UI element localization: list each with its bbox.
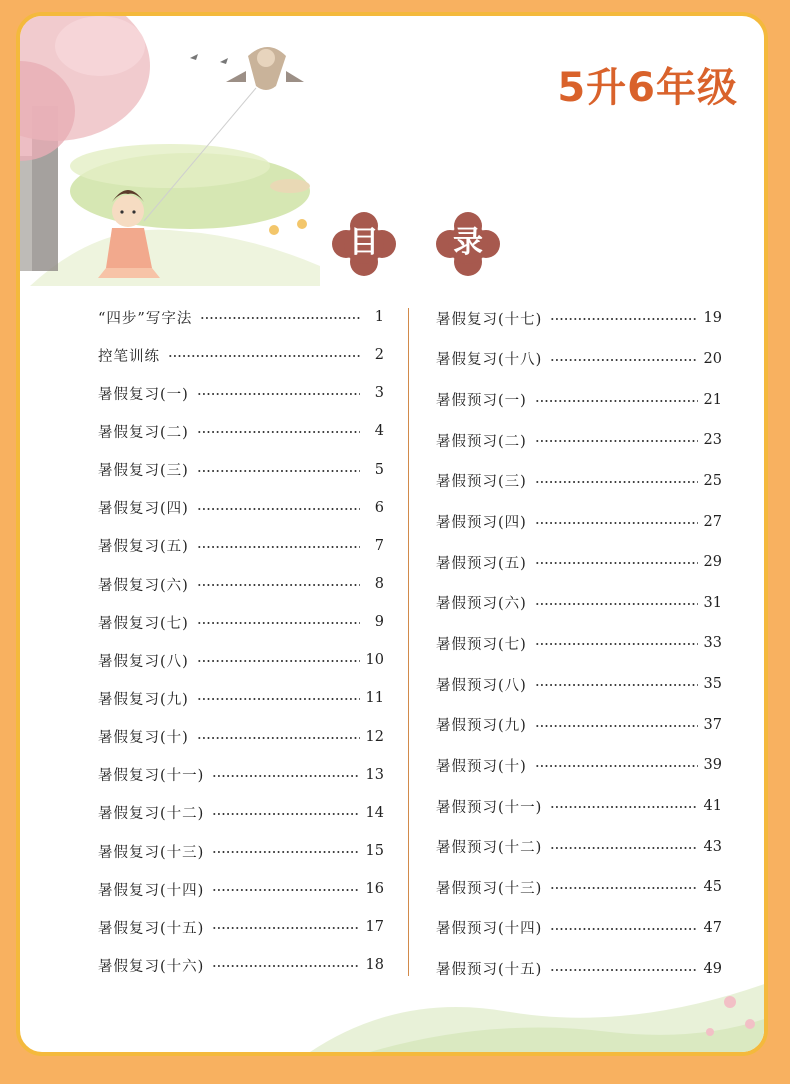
toc-entry-page: 14 [365, 804, 384, 821]
toc-entry-title: 控笔训练 [98, 348, 160, 365]
toc-entry[interactable] [98, 794, 384, 832]
toc-entry-title: 暑假复习(十一) [98, 768, 205, 785]
toc-entry[interactable] [436, 664, 722, 705]
toc-entry-page: 7 [374, 537, 384, 554]
dot-leader [197, 698, 360, 700]
toc-entry[interactable] [98, 336, 384, 374]
toc-entry-title: 暑假复习(十二) [98, 806, 205, 823]
toc-entry-page: 13 [365, 766, 384, 783]
toc-entry-page: 45 [703, 879, 722, 896]
heading-char-1: 目 [349, 225, 379, 260]
dot-leader [535, 440, 698, 442]
toc-entry[interactable] [436, 908, 722, 949]
toc-entry-page: 18 [365, 957, 384, 974]
toc-entry-title: 暑假复习(九) [98, 691, 189, 708]
toc-entry-page: 2 [374, 347, 384, 364]
heading-badge-2 [436, 212, 500, 276]
toc-entry-title: 暑假复习(八) [98, 653, 189, 670]
toc-right-column [436, 298, 722, 989]
dot-leader [550, 806, 697, 808]
toc-entry-page: 21 [703, 391, 722, 408]
dot-leader [550, 928, 697, 930]
toc-entry-title: 暑假复习(十八) [436, 352, 543, 369]
dot-leader [212, 927, 359, 929]
dot-leader [550, 887, 697, 889]
toc-entry-title: 暑假预习(二) [436, 433, 527, 450]
toc-entry[interactable] [436, 582, 722, 623]
toc-entry-page: 15 [365, 843, 384, 860]
toc-entry-title: 暑假复习(十四) [98, 882, 205, 899]
toc-entry-page: 49 [703, 960, 722, 977]
toc-entry[interactable] [98, 908, 384, 946]
dot-leader [535, 684, 698, 686]
toc-entry-title: 暑假预习(十一) [436, 799, 543, 816]
toc-entry-title: 暑假复习(十) [98, 730, 189, 747]
toc-entry-title: 暑假复习(六) [98, 577, 189, 594]
toc-entry[interactable] [436, 379, 722, 420]
toc-entry[interactable] [98, 489, 384, 527]
toc-entry-title: 暑假复习(七) [98, 615, 189, 632]
toc-entry[interactable] [98, 374, 384, 412]
toc-entry-page: 16 [365, 881, 384, 898]
toc-entry-page: 23 [703, 432, 722, 449]
dot-leader [200, 317, 360, 319]
toc-entry[interactable] [98, 718, 384, 756]
toc-entry-title: 暑假预习(十三) [436, 880, 543, 897]
dot-leader [197, 622, 360, 624]
toc-entry-page: 4 [374, 423, 384, 440]
toc-entry-page: 8 [374, 576, 384, 593]
dot-leader [212, 813, 359, 815]
toc-entry-page: 43 [703, 838, 722, 855]
toc-entry-page: 29 [703, 554, 722, 571]
toc-entry-title: 暑假复习(十五) [98, 920, 205, 937]
toc-entry[interactable] [436, 339, 722, 380]
dot-leader [535, 562, 698, 564]
toc-entry-page: 12 [365, 728, 384, 745]
toc-entry-page: 20 [703, 350, 722, 367]
toc-entry-title: 暑假预习(十二) [436, 840, 543, 857]
toc-entry[interactable] [98, 603, 384, 641]
toc-entry[interactable] [98, 412, 384, 450]
bottom-landscape-decoration [310, 962, 768, 1052]
toc-entry-title: 暑假复习(十七) [436, 311, 543, 328]
dot-leader [197, 470, 360, 472]
toc-entry-page: 31 [703, 594, 722, 611]
toc-entry[interactable] [436, 623, 722, 664]
toc-entry-page: 27 [703, 513, 722, 530]
toc-entry[interactable] [436, 298, 722, 339]
toc-entry-page: 10 [365, 652, 384, 669]
toc-entry-page: 5 [374, 461, 384, 478]
toc-entry[interactable] [98, 756, 384, 794]
dot-leader [168, 355, 360, 357]
grade-title: 5升6年级 [557, 65, 738, 111]
toc-entry[interactable] [98, 679, 384, 717]
toc-entry[interactable] [98, 870, 384, 908]
toc-entry-title: 暑假复习(四) [98, 501, 189, 518]
dot-leader [550, 847, 697, 849]
dot-leader [212, 775, 359, 777]
toc-entry-title: 暑假预习(十四) [436, 921, 543, 938]
toc-entry-title: 暑假预习(三) [436, 474, 527, 491]
toc-entry-title: “四步”写字法 [98, 310, 193, 327]
heading-badge-1 [332, 212, 396, 276]
dot-leader [197, 584, 360, 586]
toc-entry-title: 暑假复习(一) [98, 386, 189, 403]
dot-leader [535, 643, 698, 645]
toc-entry[interactable] [436, 786, 722, 827]
toc-entry-title: 暑假复习(三) [98, 463, 189, 480]
toc-entry-title: 暑假预习(七) [436, 636, 527, 653]
toc-entry[interactable] [98, 641, 384, 679]
dot-leader [535, 725, 698, 727]
toc-entry[interactable] [436, 826, 722, 867]
toc-entry-title: 暑假预习(四) [436, 515, 527, 532]
toc-entry-title: 暑假复习(十六) [98, 958, 205, 975]
dot-leader [535, 603, 698, 605]
toc-entry-page: 11 [365, 690, 384, 707]
toc-entry[interactable] [436, 542, 722, 583]
column-divider [408, 308, 409, 976]
toc-entry-title: 暑假预习(十五) [436, 962, 543, 979]
dot-leader [197, 546, 360, 548]
dot-leader [197, 508, 360, 510]
toc-entry-page: 1 [374, 309, 384, 326]
dot-leader [197, 431, 360, 433]
dot-leader [550, 359, 697, 361]
dot-leader [197, 737, 360, 739]
toc-entry-page: 6 [374, 499, 384, 516]
toc-entry-page: 33 [703, 635, 722, 652]
dot-leader [535, 481, 698, 483]
toc-left-column [98, 298, 384, 985]
toc-entry[interactable] [98, 565, 384, 603]
toc-entry[interactable] [436, 501, 722, 542]
toc-entry-title: 暑假预习(十) [436, 758, 527, 775]
toc-entry-title: 暑假预习(六) [436, 596, 527, 613]
toc-entry-title: 暑假预习(一) [436, 393, 527, 410]
toc-entry[interactable] [98, 298, 384, 336]
toc-entry-title: 暑假复习(二) [98, 424, 189, 441]
toc-entry-page: 41 [703, 798, 722, 814]
toc-entry-page: 47 [703, 919, 722, 936]
toc-entry[interactable] [436, 867, 722, 908]
toc-entry-page: 35 [703, 676, 722, 693]
dot-leader [550, 318, 697, 320]
toc-entry[interactable] [436, 745, 722, 786]
tree-girl-kite-illustration [20, 16, 320, 286]
toc-entry-title: 暑假复习(十三) [98, 844, 205, 861]
dot-leader [197, 393, 360, 395]
dot-leader [535, 400, 698, 402]
toc-entry-title: 暑假复习(五) [98, 539, 189, 556]
toc-entry[interactable] [98, 832, 384, 870]
dot-leader [535, 522, 698, 524]
toc-entry-page: 17 [365, 919, 384, 936]
toc-entry-title: 暑假预习(八) [436, 677, 527, 694]
toc-entry[interactable] [98, 527, 384, 565]
toc-entry-page: 25 [703, 472, 722, 489]
toc-entry[interactable] [436, 704, 722, 745]
contents-heading [332, 212, 502, 276]
dot-leader [212, 851, 359, 853]
toc-entry-title: 暑假预习(五) [436, 555, 527, 572]
toc-entry-page: 37 [703, 716, 722, 733]
toc-entry[interactable] [436, 420, 722, 461]
dot-leader [535, 765, 698, 767]
toc-entry-page: 39 [703, 757, 722, 774]
toc-entry-page: 3 [374, 385, 384, 402]
heading-char-2: 录 [453, 225, 483, 260]
toc-entry[interactable] [98, 451, 384, 489]
contents-page [16, 12, 768, 1056]
toc-entry[interactable] [436, 461, 722, 502]
dot-leader [197, 660, 360, 662]
toc-entry-title: 暑假预习(九) [436, 718, 527, 735]
dot-leader [212, 889, 359, 891]
toc-entry-page: 9 [374, 614, 384, 631]
toc-entry-page: 19 [703, 310, 722, 327]
